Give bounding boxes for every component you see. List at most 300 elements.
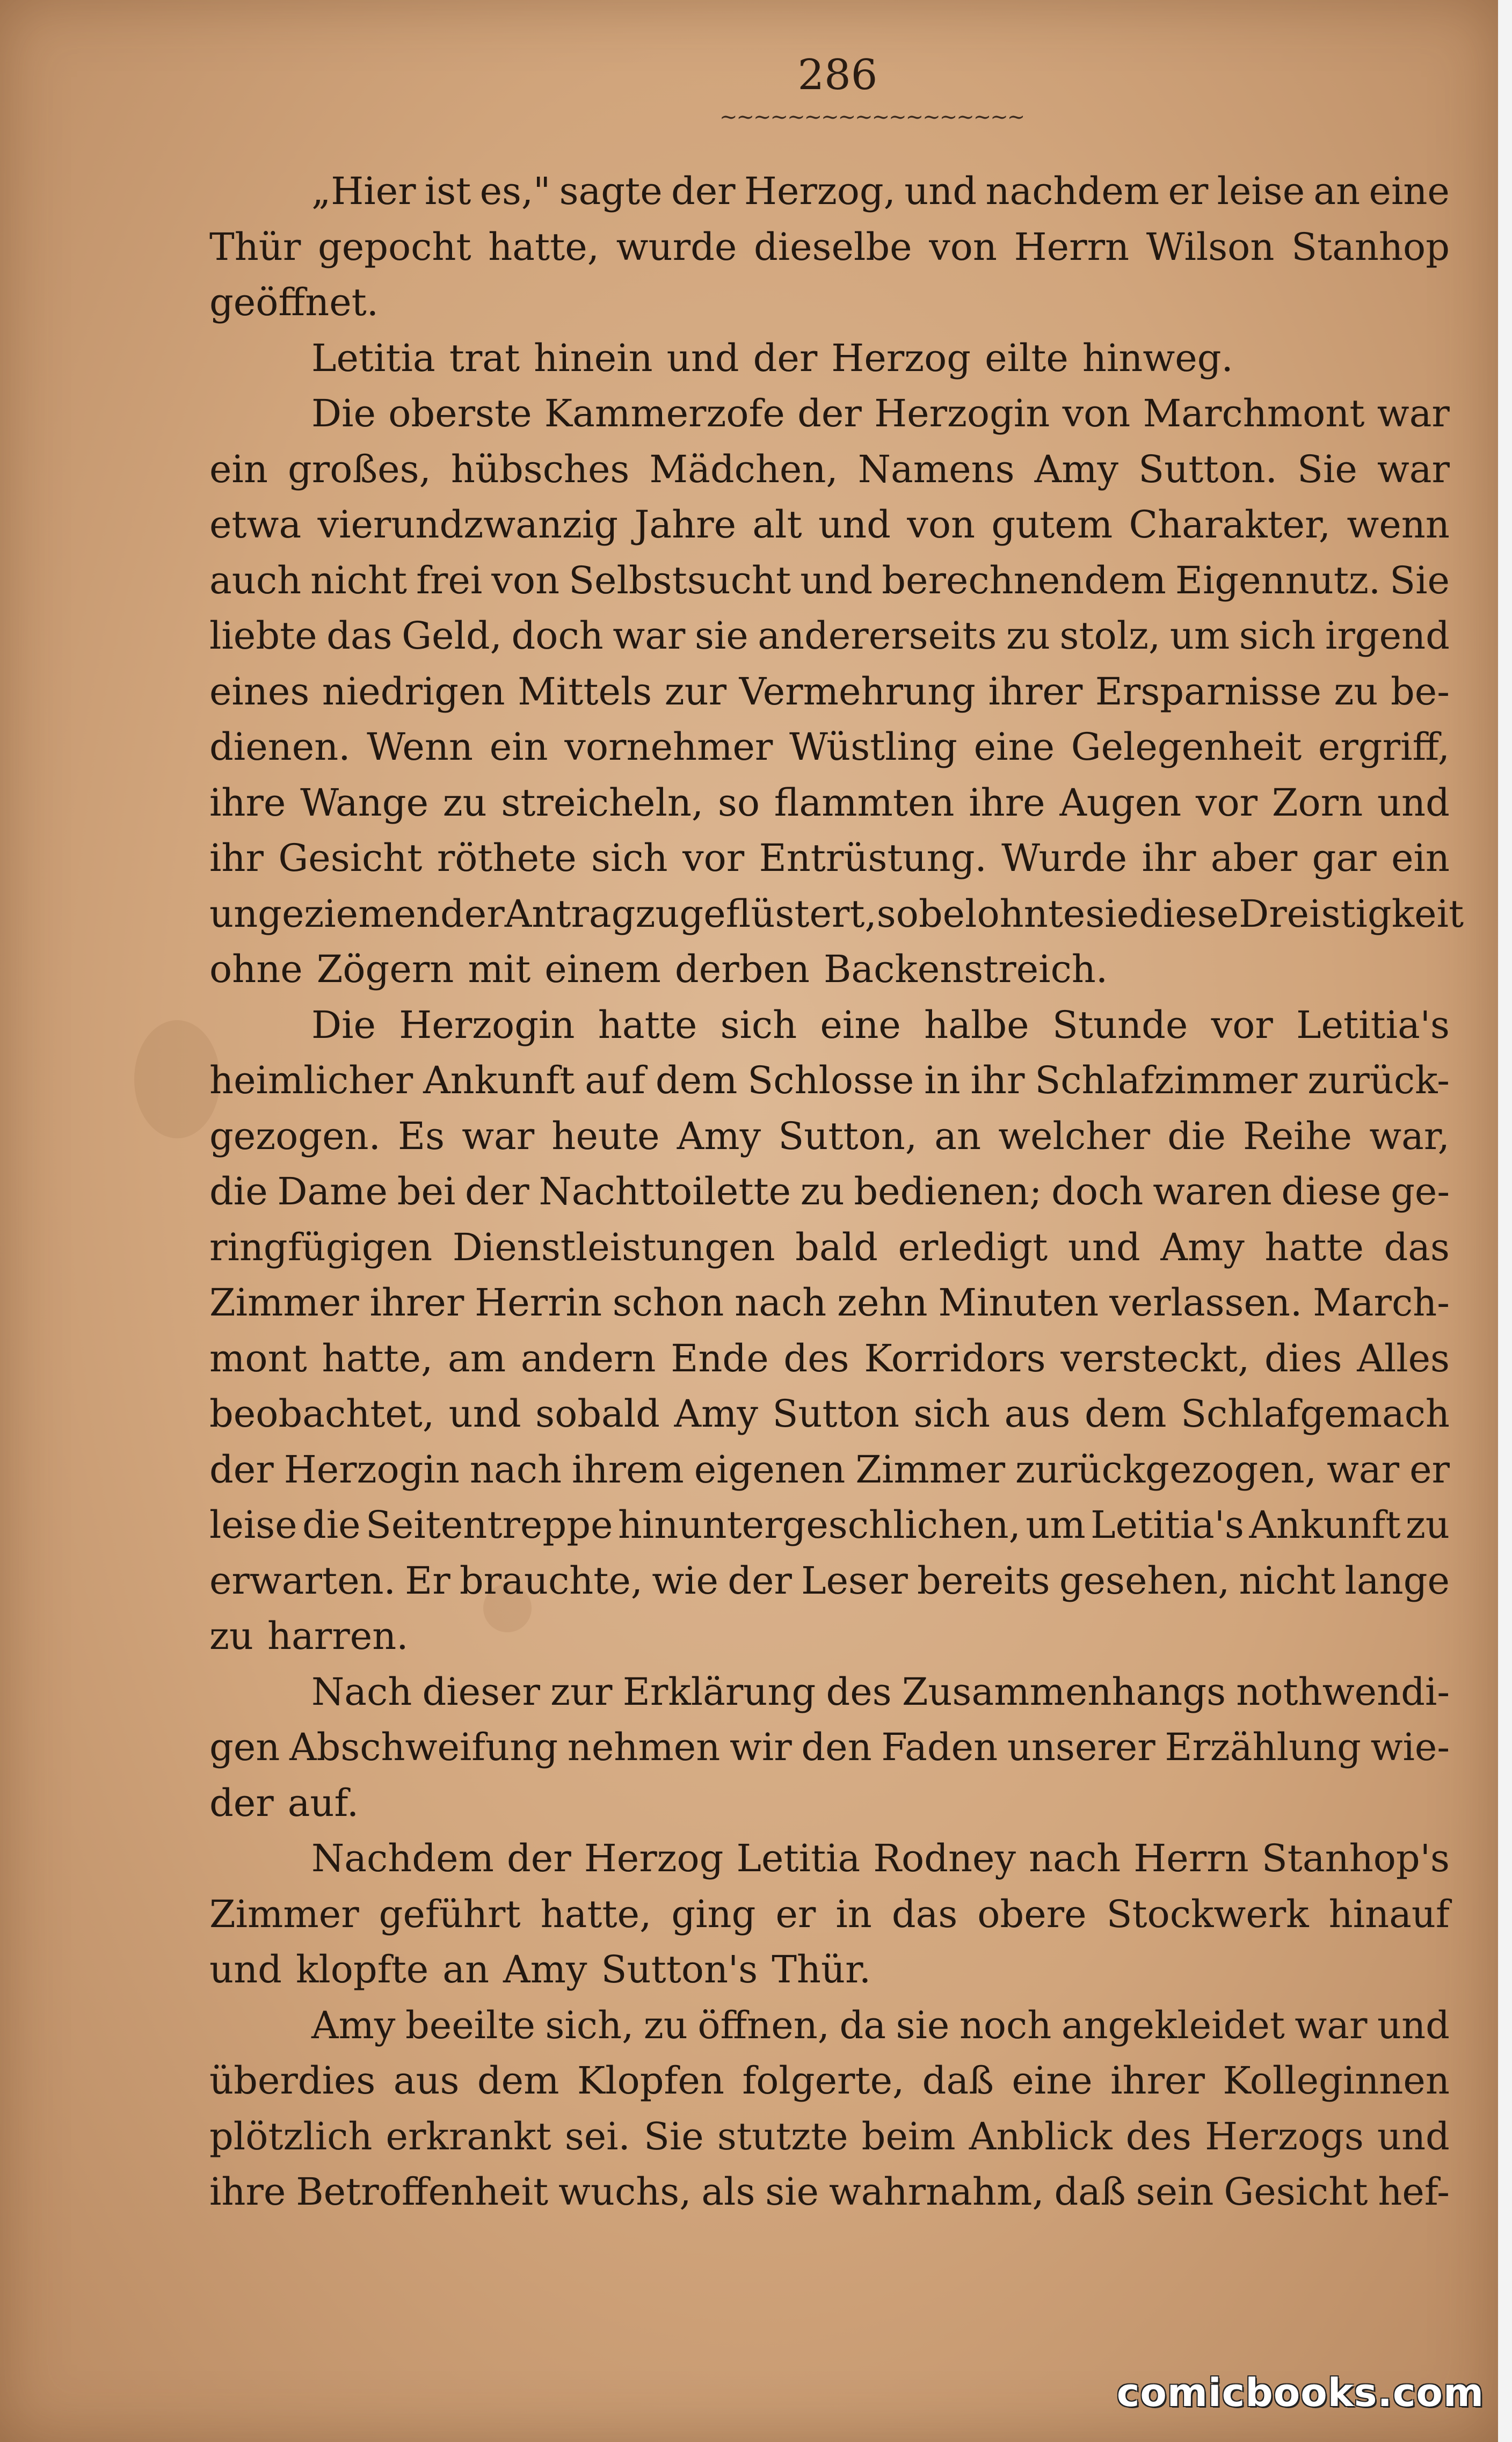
word: sie xyxy=(765,2170,819,2214)
text-line xyxy=(209,942,1450,998)
word: Schlafgemach xyxy=(1181,1392,1450,1436)
word: und xyxy=(818,503,891,547)
word: nach xyxy=(735,1281,827,1325)
word: Amy xyxy=(311,2003,396,2047)
word: Antrag xyxy=(504,891,636,936)
word: so xyxy=(876,891,919,936)
word: das xyxy=(326,614,392,658)
word: dem xyxy=(477,2059,559,2103)
word: Herrn xyxy=(1014,224,1130,269)
word: Nachttoilette xyxy=(539,1169,791,1213)
word: ihr xyxy=(970,1058,1025,1102)
word: Alles xyxy=(1357,1336,1450,1380)
word: sei. xyxy=(564,2114,630,2158)
text-line xyxy=(209,1665,1450,1720)
word: den xyxy=(801,1725,872,1769)
word: obere xyxy=(977,1892,1087,1936)
text-line xyxy=(209,1442,1450,1498)
text-line xyxy=(209,608,1450,664)
word: Korridors xyxy=(864,1336,1046,1380)
word: aber xyxy=(1210,836,1298,880)
word: vor xyxy=(1195,780,1258,825)
word: beobachtet, xyxy=(209,1392,435,1436)
word: Charakter, xyxy=(1129,503,1331,547)
word: daß xyxy=(922,2059,994,2103)
word: von xyxy=(1062,391,1131,435)
word: dieser xyxy=(422,1669,540,1714)
word: hatte, xyxy=(488,224,599,269)
word: wie xyxy=(652,1558,718,1603)
word: zugeflüstert, xyxy=(635,891,877,936)
word: Anblick xyxy=(969,2114,1113,2158)
word: Herzog, xyxy=(744,169,896,213)
word: ihrer xyxy=(1110,2059,1205,2103)
word: beim xyxy=(861,2114,956,2158)
word: gar xyxy=(1312,836,1377,880)
word: Wange xyxy=(300,780,428,825)
word: in xyxy=(835,1892,872,1936)
word: stutzte xyxy=(717,2114,848,2158)
word: hef- xyxy=(1378,2170,1450,2214)
word: von xyxy=(491,558,560,602)
text-line xyxy=(209,719,1450,775)
word: ihre xyxy=(209,780,286,825)
word: Wenn xyxy=(367,725,474,769)
word: Stanhop's xyxy=(1261,1836,1450,1880)
word: Letitia xyxy=(311,336,435,380)
word: Gesicht xyxy=(278,836,423,880)
word: Es xyxy=(397,1114,445,1158)
word: zu xyxy=(1406,1503,1450,1547)
word: eine xyxy=(1369,169,1450,213)
word: auf xyxy=(585,1058,645,1102)
word: bei xyxy=(397,1169,456,1213)
word: an xyxy=(934,1114,982,1158)
word: Klopfen xyxy=(577,2059,724,2103)
word: Sutton. xyxy=(1138,447,1277,491)
word: und xyxy=(904,169,977,213)
word: nothwendi- xyxy=(1236,1669,1450,1714)
word: harren. xyxy=(267,1614,409,1658)
word: Abschweifung xyxy=(289,1725,558,1769)
word: der xyxy=(209,1780,274,1825)
word: eilte xyxy=(985,336,1068,380)
word: Stunde xyxy=(1052,1002,1188,1047)
word: Ankunft xyxy=(1249,1503,1401,1547)
word: ge- xyxy=(1391,1169,1450,1213)
word: das xyxy=(1384,1225,1450,1269)
word: und xyxy=(1067,1225,1140,1269)
word: und xyxy=(1377,780,1450,825)
word: folgerte, xyxy=(742,2059,905,2103)
word: flammten xyxy=(774,780,955,825)
text-line xyxy=(209,164,1450,220)
word: Dienstleistungen xyxy=(452,1225,775,1269)
word: erledigt xyxy=(898,1225,1048,1269)
word: Leser xyxy=(801,1558,908,1603)
word: als xyxy=(701,2170,755,2214)
word: von xyxy=(929,224,997,269)
word: sich xyxy=(591,836,668,880)
word: eine xyxy=(973,725,1055,769)
word: des xyxy=(826,1669,892,1714)
word: wuchs, xyxy=(558,2170,692,2214)
word: das xyxy=(891,1892,958,1936)
word: ihrer xyxy=(988,669,1083,714)
text-line xyxy=(209,1498,1450,1553)
word: Erklärung xyxy=(622,1669,816,1714)
word: niedrigen xyxy=(322,669,505,714)
word: plötzlich xyxy=(209,2114,373,2158)
word: Herzogs xyxy=(1205,2114,1364,2158)
word: stolz, xyxy=(1059,614,1161,658)
word: aus xyxy=(1004,1392,1071,1436)
word: Jahre xyxy=(634,503,737,547)
word: bald xyxy=(795,1225,878,1269)
word: unserer xyxy=(1007,1725,1155,1769)
word: nach xyxy=(469,1447,562,1492)
word: ihrem xyxy=(572,1447,684,1492)
word: derben xyxy=(674,947,810,991)
word: sie xyxy=(896,2003,950,2047)
word: be- xyxy=(1391,669,1450,714)
watermark: comicbooks.com xyxy=(1116,2370,1484,2415)
word: Wurde xyxy=(1001,836,1128,880)
word: überdies xyxy=(209,2059,376,2103)
word: zurück- xyxy=(1307,1058,1450,1102)
word: Marchmont xyxy=(1143,391,1365,435)
word: ihrer xyxy=(369,1281,464,1325)
word: waren xyxy=(1153,1169,1272,1213)
word: hatte xyxy=(598,1002,697,1047)
word: Sutton, xyxy=(778,1114,918,1158)
word: hübsches xyxy=(450,447,630,491)
word: war xyxy=(1326,1447,1400,1492)
text-line xyxy=(209,220,1450,275)
word: des xyxy=(783,1336,849,1380)
word: dienen. xyxy=(209,725,351,769)
word: vornehmer xyxy=(564,725,773,769)
word: Sutton's xyxy=(601,1947,758,1992)
word: hatte, xyxy=(322,1336,433,1380)
word: andern xyxy=(520,1336,656,1380)
word: an xyxy=(1313,169,1361,213)
word: dies xyxy=(1264,1336,1342,1380)
word: daß xyxy=(1054,2170,1126,2214)
word: und xyxy=(1377,2003,1450,2047)
word: Backenstreich. xyxy=(823,947,1108,991)
word: Amy xyxy=(677,1114,761,1158)
text-line xyxy=(209,775,1450,831)
word: Mittels xyxy=(518,669,652,714)
word: da xyxy=(839,2003,886,2047)
word: zur xyxy=(664,669,727,714)
word: zu xyxy=(643,2003,688,2047)
word: an xyxy=(442,1947,490,1992)
word: Augen xyxy=(1059,780,1182,825)
word: erwarten. xyxy=(209,1558,396,1603)
word: alt xyxy=(752,503,802,547)
word: und xyxy=(448,1392,521,1436)
word: frei xyxy=(416,558,483,602)
text-line xyxy=(209,1609,1450,1665)
word: eigenen xyxy=(694,1447,846,1492)
word: Letitia xyxy=(736,1836,861,1880)
word: verlassen. xyxy=(1109,1281,1303,1325)
word: Er xyxy=(405,1558,450,1603)
word: die xyxy=(302,1503,361,1547)
word: hinein xyxy=(534,336,653,380)
word: vor xyxy=(1211,1002,1273,1047)
word: und xyxy=(1377,2114,1450,2158)
word: zu xyxy=(1006,614,1050,658)
word: aus xyxy=(393,2059,460,2103)
word: hinuntergeschlichen, xyxy=(617,1503,1021,1547)
word: Amy xyxy=(503,1947,587,1992)
word: eines xyxy=(209,669,310,714)
word: sagte xyxy=(559,169,663,213)
text-line xyxy=(209,1275,1450,1331)
word: zu xyxy=(800,1169,845,1213)
word: mont xyxy=(209,1336,307,1380)
word: bereits xyxy=(917,1558,1050,1603)
word: ihre xyxy=(969,780,1045,825)
word: noch xyxy=(959,2003,1052,2047)
word: gezogen. xyxy=(209,1114,381,1158)
word: Herzog xyxy=(831,336,971,380)
word: ihr xyxy=(1142,836,1196,880)
word: Amy xyxy=(1034,447,1119,491)
word: belohnte xyxy=(918,891,1086,936)
word: und xyxy=(800,558,873,602)
word: Seitentreppe xyxy=(365,1503,613,1547)
word: ohne xyxy=(209,947,303,991)
word: auch xyxy=(209,558,302,602)
word: gepocht xyxy=(317,224,471,269)
word: der xyxy=(797,391,862,435)
word: er xyxy=(775,1892,816,1936)
word: des xyxy=(1125,2114,1191,2158)
word: war xyxy=(462,1114,535,1158)
word: Schlafzimmer xyxy=(1035,1058,1298,1102)
word: ungeziemender xyxy=(209,891,505,936)
word: beeilte xyxy=(405,2003,535,2047)
word: bedienen; xyxy=(854,1169,1042,1213)
word: Erzählung xyxy=(1165,1725,1361,1769)
word: ein xyxy=(489,725,548,769)
page-number-ornament: ~~~~~~~~~~~~~~~~~~ xyxy=(719,105,1024,129)
word: war xyxy=(613,614,686,658)
word: die xyxy=(1167,1114,1226,1158)
word: um xyxy=(1026,1503,1086,1547)
word: heute xyxy=(551,1114,660,1158)
word: zehn xyxy=(837,1281,928,1325)
word: er xyxy=(1168,169,1209,213)
word: brauchte, xyxy=(459,1558,643,1603)
word: gesehen, xyxy=(1059,1558,1230,1603)
word: Reihe xyxy=(1243,1114,1353,1158)
word: diese xyxy=(1139,891,1239,936)
word: andererseits xyxy=(758,614,997,658)
word: zu xyxy=(209,1614,253,1658)
text-line xyxy=(209,275,1450,331)
text-line xyxy=(209,1831,1450,1887)
word: nachdem xyxy=(985,169,1160,213)
word: hinauf xyxy=(1328,1892,1450,1936)
text-line xyxy=(209,1998,1450,2054)
text-line xyxy=(209,831,1450,886)
word: Sie xyxy=(643,2114,704,2158)
word: Kolleginnen xyxy=(1223,2059,1450,2103)
word: erkrankt xyxy=(386,2114,551,2158)
word: Dame xyxy=(277,1169,388,1213)
word: Zusammenhangs xyxy=(902,1669,1226,1714)
word: Herzogin xyxy=(284,1447,460,1492)
word: Ersparnisse xyxy=(1095,669,1322,714)
word: diese xyxy=(1281,1169,1382,1213)
word: von xyxy=(907,503,976,547)
word: und xyxy=(666,336,739,380)
word: war, xyxy=(1369,1114,1450,1158)
word: versteckt, xyxy=(1060,1336,1250,1380)
word: vor xyxy=(682,836,745,880)
text-line xyxy=(209,1331,1450,1387)
word: zu xyxy=(1334,669,1378,714)
word: Herzog xyxy=(584,1836,724,1880)
word: Amy xyxy=(674,1392,758,1436)
word: ging xyxy=(671,1892,756,1936)
word: sein xyxy=(1136,2170,1214,2214)
body-text xyxy=(209,164,1464,2220)
word: ein xyxy=(1391,836,1450,880)
word: eine xyxy=(1012,2059,1093,2103)
text-line xyxy=(209,886,1464,942)
word: sich xyxy=(1239,614,1316,658)
word: „Hier xyxy=(311,169,416,213)
word: Sutton xyxy=(772,1392,900,1436)
word: Namens xyxy=(857,447,1015,491)
word: doch xyxy=(1051,1169,1144,1213)
word: wir xyxy=(729,1725,792,1769)
word: Rodney xyxy=(873,1836,1016,1880)
word: dieselbe xyxy=(753,224,912,269)
word: Zimmer xyxy=(209,1281,359,1325)
word: Zimmer xyxy=(209,1892,359,1936)
word: Selbstsucht xyxy=(569,558,791,602)
word: Herzogin xyxy=(874,391,1050,435)
word: auf. xyxy=(287,1780,359,1825)
word: dem xyxy=(1084,1392,1167,1436)
word: so xyxy=(717,780,760,825)
word: Gesicht xyxy=(1224,2170,1368,2214)
word: Nach xyxy=(311,1669,412,1714)
word: zu xyxy=(442,780,487,825)
word: er xyxy=(1409,1447,1450,1492)
word: es," xyxy=(479,169,551,213)
word: der xyxy=(753,336,818,380)
word: Zorn xyxy=(1271,780,1363,825)
word: nicht xyxy=(310,558,408,602)
word: Ankunft xyxy=(423,1058,575,1102)
word: streicheln, xyxy=(501,780,704,825)
word: sich xyxy=(913,1392,991,1436)
text-line xyxy=(209,331,1450,387)
word: ihr xyxy=(209,836,264,880)
word: war xyxy=(1377,391,1450,435)
word: Kammerzofe xyxy=(544,391,785,435)
text-line xyxy=(209,1942,1450,1998)
word: Zögern xyxy=(316,947,454,991)
text-line xyxy=(209,1220,1450,1276)
text-line xyxy=(209,1553,1450,1609)
text-line xyxy=(209,2164,1450,2220)
word: Herrin xyxy=(475,1281,602,1325)
word: war xyxy=(1377,447,1450,491)
word: heimlicher xyxy=(209,1058,413,1102)
word: ringfügigen xyxy=(209,1225,433,1269)
word: wurde xyxy=(616,224,737,269)
word: der xyxy=(209,1447,274,1492)
word: schon xyxy=(612,1281,724,1325)
word: Die xyxy=(311,1002,376,1047)
word: welcher xyxy=(998,1114,1151,1158)
word: leise xyxy=(1217,169,1305,213)
word: Wüstling xyxy=(789,725,957,769)
word: wahrnahm, xyxy=(828,2170,1044,2214)
text-line xyxy=(209,1053,1450,1109)
word: gen xyxy=(209,1725,280,1769)
scan-margin xyxy=(1498,0,1512,2442)
word: lange xyxy=(1344,1558,1450,1603)
word: Sie xyxy=(1390,558,1450,602)
word: Schlosse xyxy=(747,1058,914,1102)
word: Eigennutz. xyxy=(1175,558,1381,602)
word: eine xyxy=(820,1002,901,1047)
word: ergriff, xyxy=(1318,725,1450,769)
word: hinweg. xyxy=(1082,336,1233,380)
word: Herrn xyxy=(1133,1836,1249,1880)
text-line xyxy=(209,1109,1450,1165)
word: zurückgezogen, xyxy=(1015,1447,1317,1492)
word: irgend xyxy=(1325,614,1450,658)
word: Minuten xyxy=(938,1281,1099,1325)
word: sie xyxy=(1085,891,1139,936)
word: Betroffenheit xyxy=(296,2170,549,2214)
word: klopfte xyxy=(295,1947,429,1992)
word: Nachdem xyxy=(311,1836,494,1880)
word: Wilson xyxy=(1146,224,1275,269)
word: dem xyxy=(655,1058,738,1102)
word: leise xyxy=(209,1503,297,1547)
text-line xyxy=(209,1887,1450,1943)
word: Thür xyxy=(209,224,301,269)
word: nehmen xyxy=(567,1725,721,1769)
page-number: 286 xyxy=(797,51,878,99)
word: trat xyxy=(449,336,520,380)
word: sobald xyxy=(535,1392,660,1436)
word: Stockwerk xyxy=(1106,1892,1309,1936)
word: um xyxy=(1169,614,1230,658)
word: wie- xyxy=(1370,1725,1450,1769)
word: geöffnet. xyxy=(209,280,379,324)
word: am xyxy=(448,1336,506,1380)
word: sich, xyxy=(545,2003,634,2047)
word: die xyxy=(209,1169,268,1213)
text-line xyxy=(209,1776,1450,1831)
text-line xyxy=(209,998,1450,1053)
word: hatte xyxy=(1264,1225,1364,1269)
word: Dreistigkeit xyxy=(1239,891,1464,936)
